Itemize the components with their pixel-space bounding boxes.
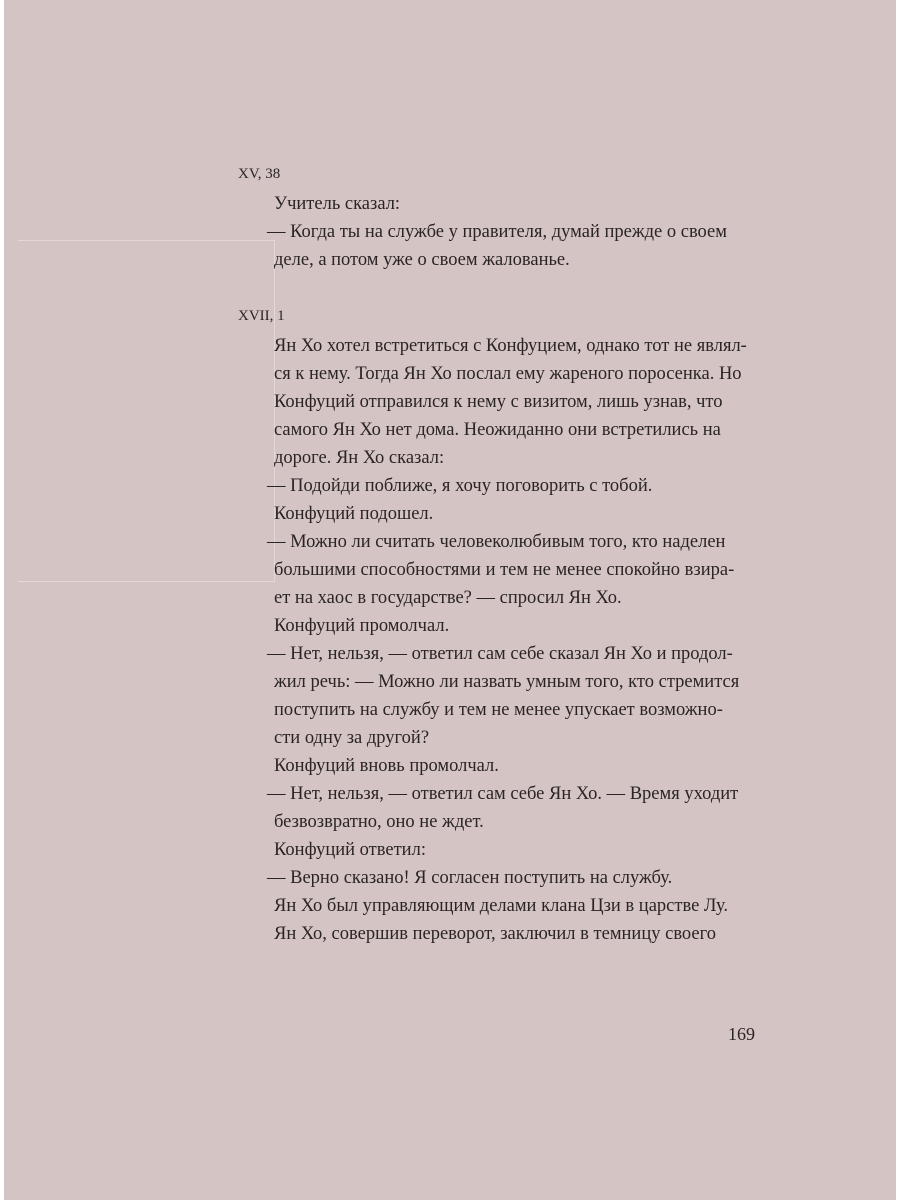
text-line: — Нет, нельзя, — ответил сам себе сказал Ян Хо и продол- — [267, 644, 733, 664]
layout-guide-lines — [18, 240, 275, 582]
text-line: самого Ян Хо нет дома. Неожиданно они встретились на — [274, 420, 721, 440]
text-line: — Когда ты на службе у правителя, думай прежде о своем — [267, 222, 727, 242]
text-line: Ян Хо был управляющим делами клана Цзи в царстве Лу. — [274, 896, 729, 916]
page-number: 169 — [728, 1024, 755, 1044]
text-line: ся к нему. Тогда Ян Хо послал ему жареного поросенка. Но — [274, 364, 742, 384]
book-page — [4, 0, 896, 1200]
text-line: — Подойди поближе, я хочу поговорить с тобой. — [267, 476, 653, 496]
text-line: деле, а потом уже о своем жалованье. — [274, 250, 570, 270]
text-line: большими способностями и тем не менее спокойно взира- — [274, 560, 735, 580]
text-line: — Нет, нельзя, — ответил сам себе Ян Хо. — Время уходит — [267, 784, 739, 804]
section-reference: XVII, 1 — [238, 308, 285, 324]
text-line: Конфуций промолчал. — [274, 616, 450, 636]
text-line: — Можно ли считать человеколюбивым того, кто наделен — [267, 532, 726, 552]
text-line: Конфуций подошел. — [274, 504, 434, 524]
text-line: Конфуций вновь промолчал. — [274, 756, 499, 776]
text-line: жил речь: — Можно ли назвать умным того, кто стремится — [274, 672, 740, 692]
text-line: — Верно сказано! Я согласен поступить на службу. — [267, 868, 673, 888]
text-line: ет на хаос в государстве? — спросил Ян Хо. — [274, 588, 622, 608]
text-line: Учитель сказал: — [274, 194, 401, 214]
text-line: Ян Хо хотел встретиться с Конфуцием, однако тот не являл- — [274, 336, 747, 356]
text-line: Конфуций отправился к нему с визитом, лишь узнав, что — [274, 392, 723, 412]
text-line: дороге. Ян Хо сказал: — [274, 448, 445, 468]
section-reference: XV, 38 — [238, 166, 281, 182]
text-line: Ян Хо, совершив переворот, заключил в темницу своего — [274, 924, 716, 944]
text-line: Конфуций ответил: — [274, 840, 426, 860]
text-line: безвозвратно, оно не ждет. — [274, 812, 484, 832]
text-line: поступить на службу и тем не менее упускает возможно- — [274, 700, 723, 720]
text-line: сти одну за другой? — [274, 728, 430, 748]
